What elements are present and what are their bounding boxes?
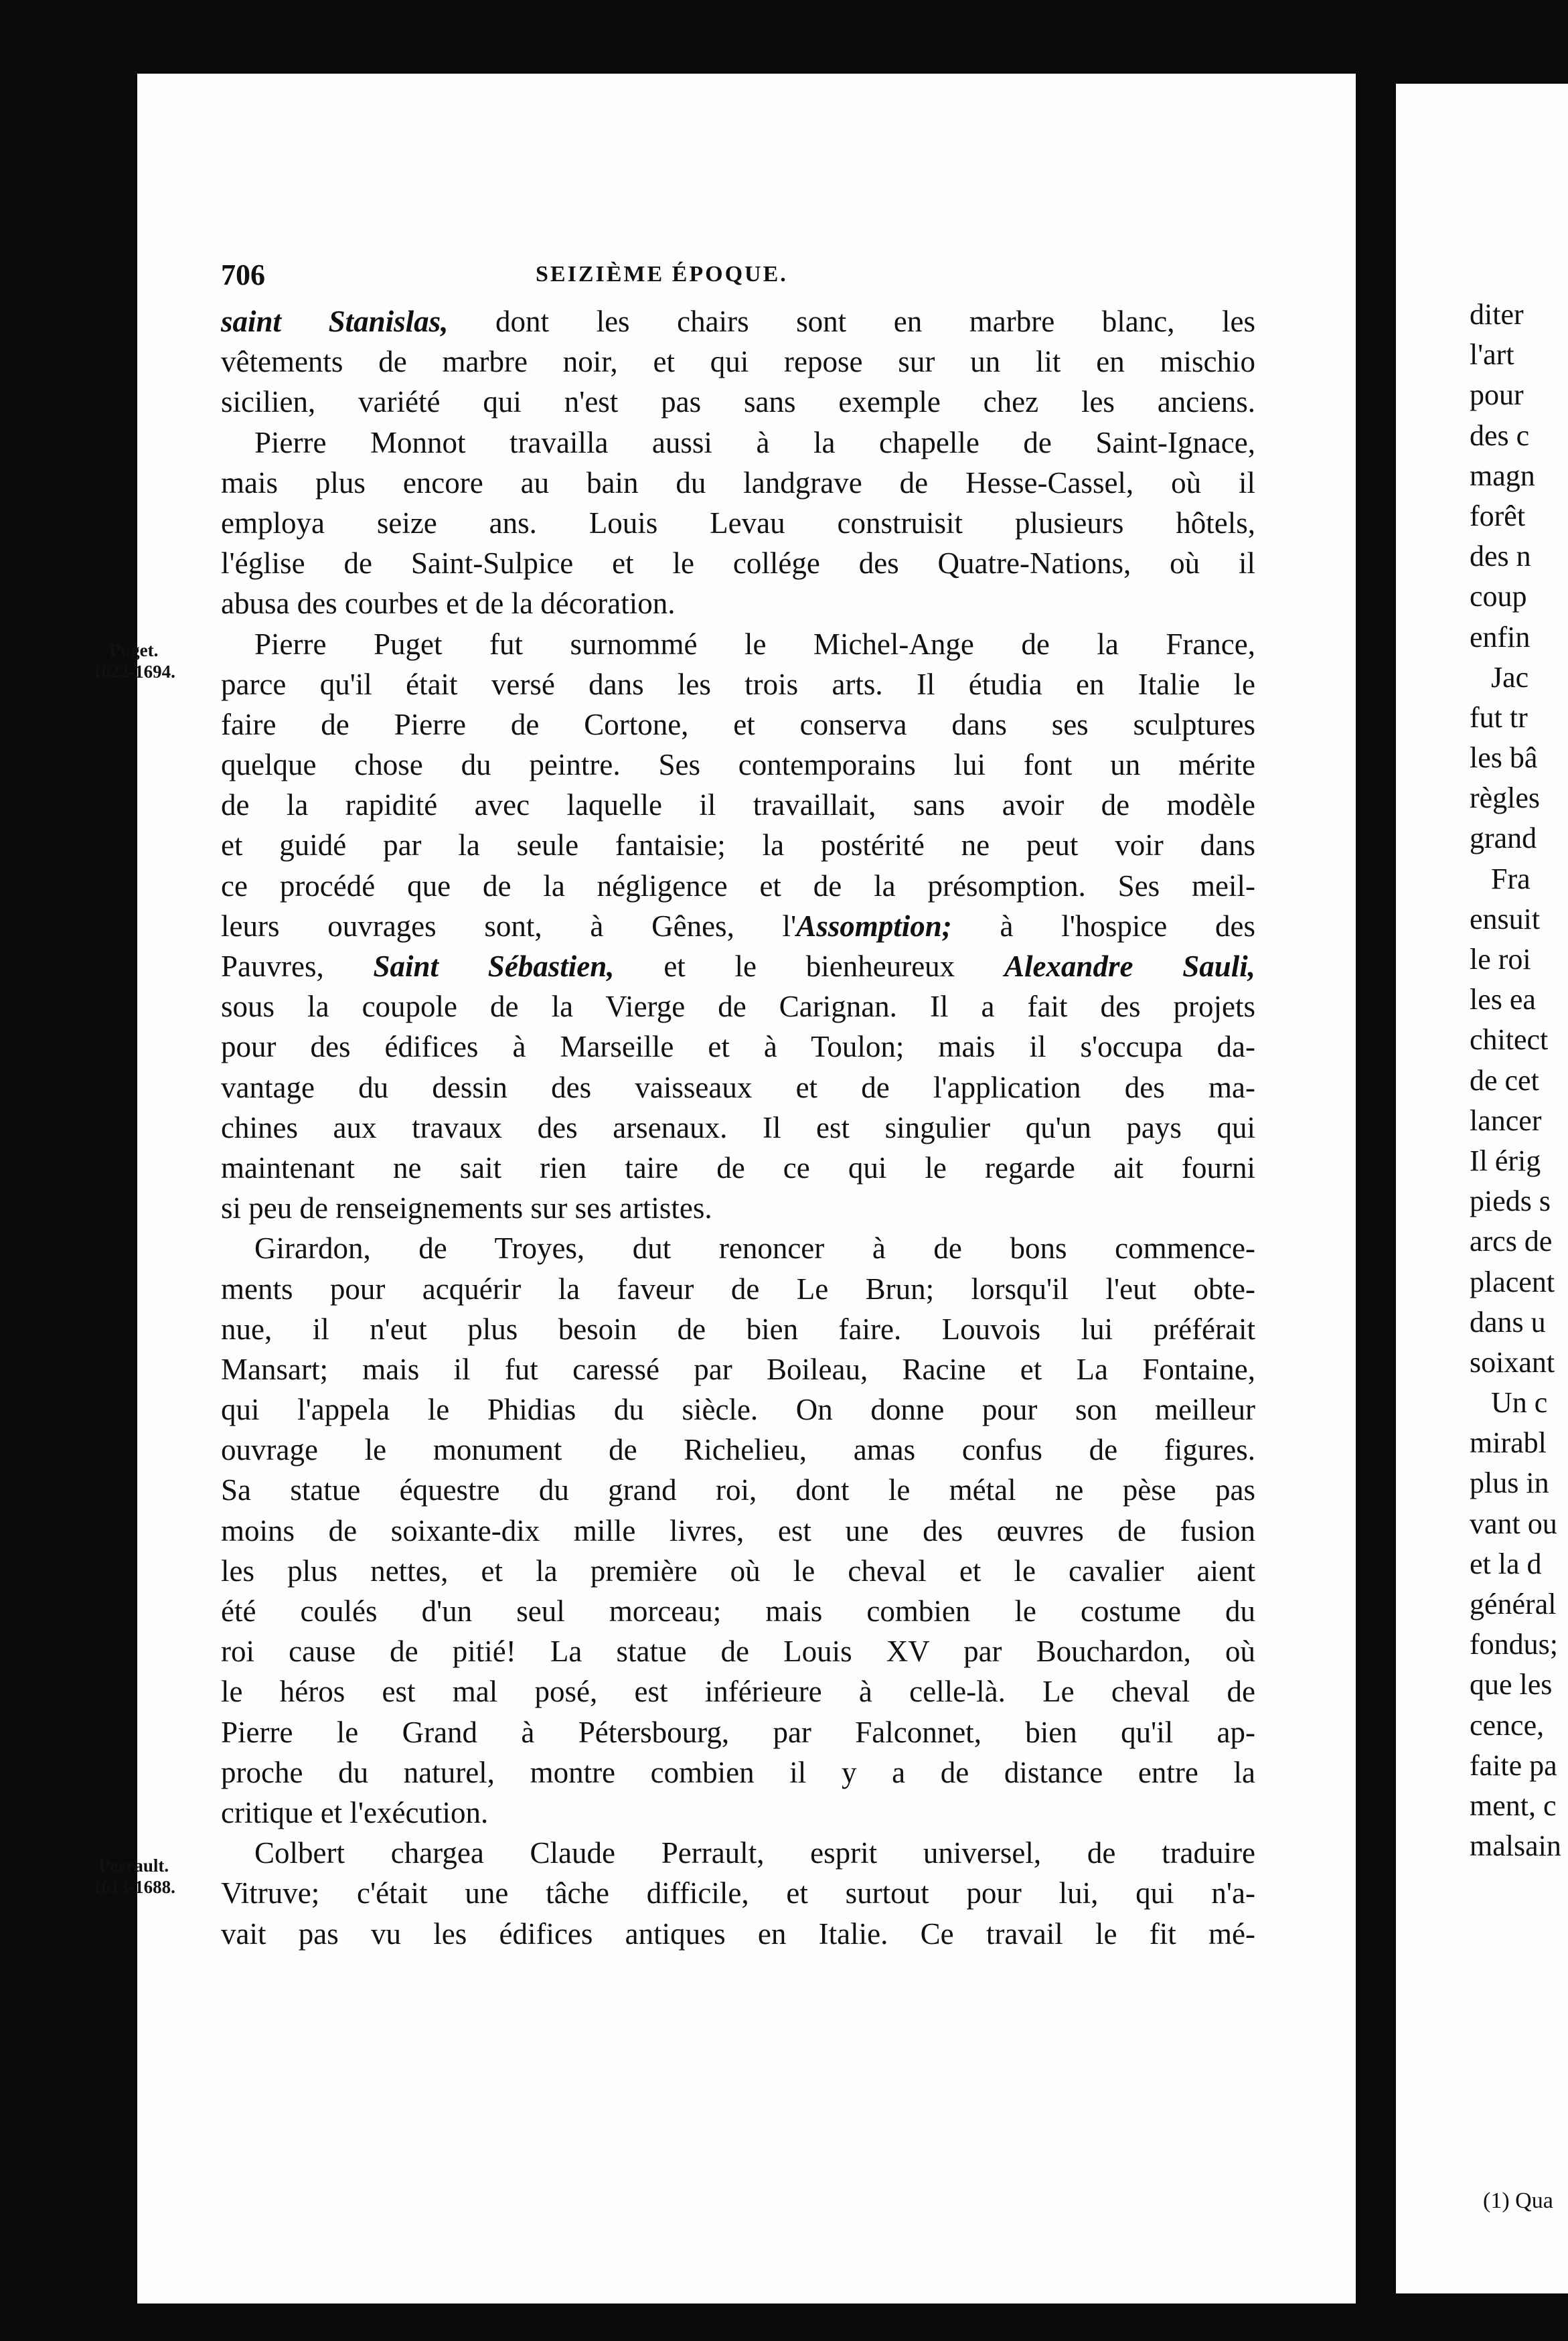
text-line: de la rapidité avec laquelle il travaillait, sans avoir de modèle [221,788,1255,822]
text-line: parce qu'il était versé dans les trois arts. Il étudia en Italie le [221,667,1255,701]
text-fragment: des c [1470,419,1530,452]
text-fragment: général [1470,1588,1557,1620]
text-fragment: plus in [1470,1466,1549,1500]
text-line: Colbert chargea Claude Perrault, esprit universel, de traduire [254,1836,1255,1870]
text-line: pour des édifices à Marseille et à Toulon; mais il s'occupa da- [221,1030,1255,1064]
text-line: faire de Pierre de Cortone, et conserva dans ses sculptures [221,707,1255,741]
text-fragment: le roi [1470,943,1531,976]
text-fragment: forêt [1470,499,1526,532]
text-fragment: fondus; [1470,1628,1558,1661]
text-fragment: grand [1470,822,1537,855]
margin-note-name: Puget. [109,640,159,660]
text-fragment: ensuit [1470,902,1541,935]
page-header [221,258,1265,298]
text-line: maintenant ne sait rien taire de ce qui le regarde ait fourni [221,1150,1255,1185]
margin-note-perrault [87,1855,181,1898]
text-fragment: Un c [1491,1386,1548,1420]
text-fragment: ment, c [1470,1789,1557,1822]
text-line: été coulés d'un seul morceau; mais combien le costume du [221,1594,1255,1628]
text-fragment: Jac [1491,660,1529,694]
text-line: leurs ouvrages sont, à Gênes, l'Assomption; à l'hospice des [221,909,1256,943]
text-fragment: pour [1470,378,1524,412]
text-line: proche du naturel, montre combien il y a de distance entre la [221,1755,1255,1789]
text-fragment: Fra [1491,862,1531,895]
text-line: chines aux travaux des arsenaux. Il est singulier qu'un pays qui [221,1110,1255,1144]
text-line: critique et l'exécution. [221,1795,489,1829]
text-fragment: pieds s [1470,1185,1551,1218]
margin-note-dates: 1622-1694. [92,662,175,682]
text-line: ments pour acquérir la faveur de Le Brun; lorsqu'il l'eut obte- [221,1272,1255,1306]
margin-note-puget [87,639,181,682]
text-line: roi cause de pitié! La statue de Louis XV par Bouchardon, où [221,1635,1255,1669]
text-line: Mansart; mais il fut caressé par Boileau, Racine et La Fontaine, [221,1352,1255,1386]
running-head: SEIZIÈME ÉPOQUE. [536,262,788,287]
text-fragment: et la d [1470,1547,1542,1580]
text-fragment: arcs de [1470,1225,1553,1258]
text-line: employa seize ans. Louis Levau construisit plusieurs hôtels, [221,506,1255,540]
text-line: mais plus encore au bain du landgrave de Hesse-Cassel, où il [221,465,1255,500]
text-fragment: l'art [1470,338,1514,372]
text-line: Pierre Monnot travailla aussi à la chapelle de Saint-Ignace, [254,425,1255,459]
text-line: et guidé par la seule fantaisie; la postérité ne peut voir dans [221,828,1255,862]
text-line: vait pas vu les édifices antiques en Italie. Ce travail le fit mé- [221,1916,1255,1951]
text-fragment: de cet [1470,1063,1539,1097]
text-line: saint Stanislas, dont les chairs sont en marbre blanc, les [221,305,1255,338]
text-fragment: faite pa [1470,1748,1557,1782]
margin-note-dates: 1613-1688. [92,1877,175,1897]
text-fragment: mirabl [1470,1426,1547,1460]
text-fragment: placent [1470,1265,1555,1298]
text-line: ouvrage le monument de Richelieu, amas confus de figures. [221,1433,1255,1467]
text-line: abusa des courbes et de la décoration. [221,587,676,621]
text-fragment: soixant [1470,1345,1555,1379]
text-line: Vitruve; c'était une tâche difficile, et surtout pour lui, qui n'a- [221,1876,1255,1910]
page-number: 706 [221,258,265,291]
text-line: ce procédé que de la négligence et de la présomption. Ses meil- [221,869,1255,903]
text-fragment: cence, [1470,1708,1545,1742]
text-line: Pierre le Grand à Pétersbourg, par Falconnet, bien qu'il ap- [221,1715,1255,1749]
text-line: nue, il n'eut plus besoin de bien faire. Louvois lui préférait [221,1312,1255,1346]
text-fragment: les bâ [1470,741,1538,775]
text-fragment: malsain [1470,1829,1561,1863]
margin-note-name: Perrault. [98,1856,169,1876]
text-line: le héros est mal posé, est inférieure à celle-là. Le cheval de [221,1675,1255,1709]
body-text [221,301,1255,1954]
text-fragment: fut tr [1470,700,1528,734]
facing-page-text [1470,295,1561,1866]
text-line: qui l'appela le Phidias du siècle. On donne pour son meilleur [221,1393,1255,1427]
text-line: Girardon, de Troyes, dut renoncer à de bons commence- [254,1231,1255,1266]
text-line: les plus nettes, et la première où le cheval et le cavalier aient [221,1554,1255,1588]
text-line: moins de soixante-dix mille livres, est une des œuvres de fusion [221,1513,1255,1547]
text-line: Sa statue équestre du grand roi, dont le métal ne pèse pas [221,1473,1255,1507]
text-line: l'église de Saint-Sulpice et le collége des Quatre-Nations, où il [221,546,1255,581]
text-line: si peu de renseignements sur ses artistes. [221,1191,712,1225]
text-fragment: lancer [1470,1104,1542,1137]
facing-page-footnote: (1) Qua [1483,2188,1553,2213]
text-line: vêtements de marbre noir, et qui repose sur un lit en mischio [221,345,1255,379]
text-fragment: magn [1470,459,1535,492]
text-fragment: dans u [1470,1305,1546,1339]
text-fragment: des n [1470,540,1531,573]
text-line: sicilien, variété qui n'est pas sans exemple chez les anciens. [221,385,1255,419]
text-fragment: vant ou [1470,1507,1557,1540]
text-line: Pierre Puget fut surnommé le Michel-Ange de la France, [254,627,1255,661]
text-line: sous la coupole de la Vierge de Carignan. Il a fait des projets [221,990,1255,1024]
text-fragment: diter [1470,298,1524,331]
text-line: Pauvres, Saint Sébastien, et le bienheureux Alexandre Sauli, [221,950,1256,983]
text-line: vantage du dessin des vaisseaux et de l'application des ma- [221,1070,1255,1104]
text-fragment: Il érig [1470,1144,1541,1177]
text-fragment: coup [1470,580,1527,613]
text-fragment: règles [1470,781,1541,815]
text-fragment: enfin [1470,620,1531,654]
text-fragment: que les [1470,1668,1553,1702]
text-fragment: chitect [1470,1023,1549,1057]
text-fragment: les ea [1470,983,1536,1016]
text-line: quelque chose du peintre. Ses contemporains lui font un mérite [221,748,1255,782]
